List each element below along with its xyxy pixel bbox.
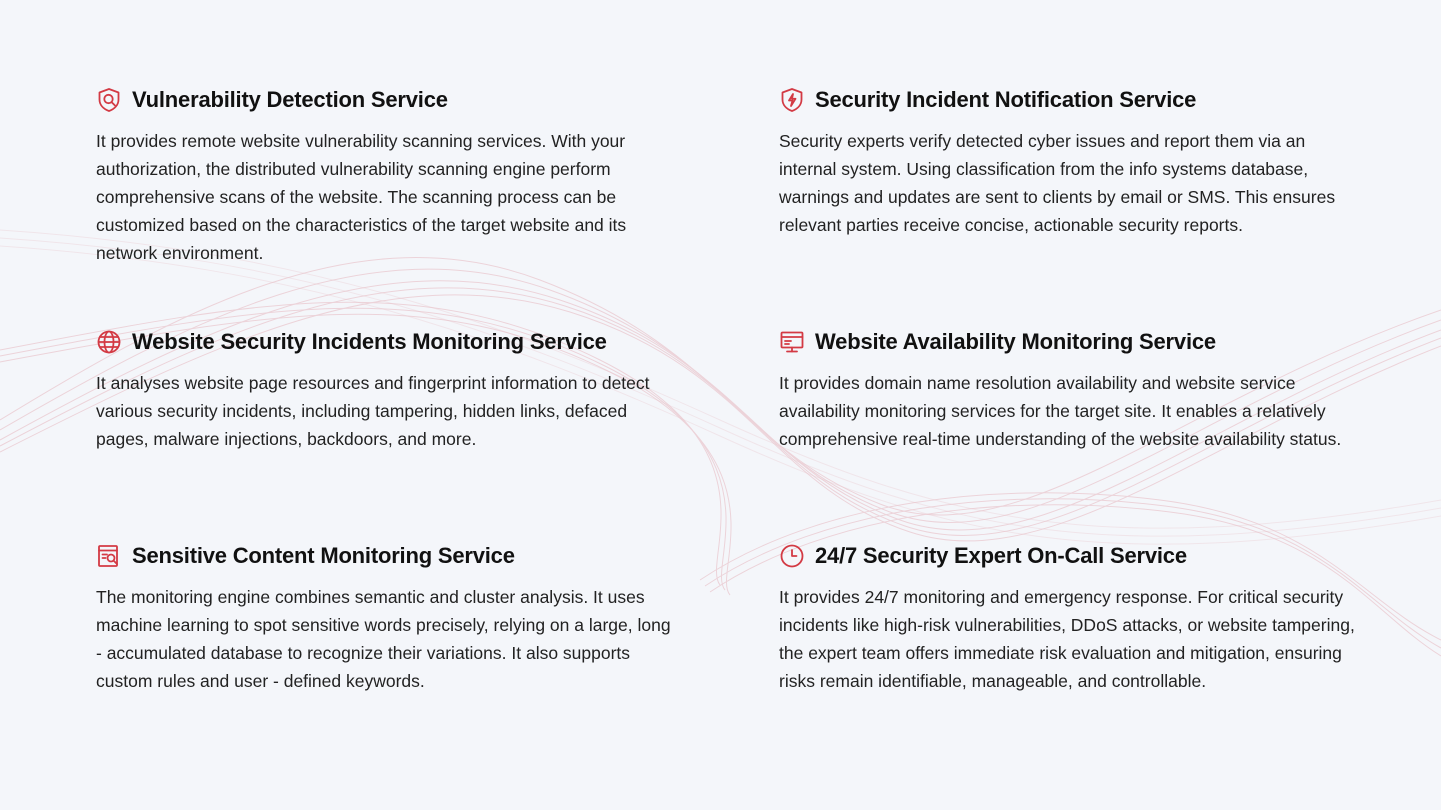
shield-lightning-icon — [779, 87, 805, 113]
service-card-header — [96, 327, 676, 357]
service-card-sensitive-content — [96, 541, 676, 695]
service-title: 24/7 Security Expert On-Call Service — [815, 543, 1187, 568]
service-card-header — [779, 541, 1359, 571]
service-card-header — [779, 327, 1359, 357]
service-description: It analyses website page resources and fingerprint information to detect various security incidents, including tampering, hidden links, defaced pages, malware injections, backdoors, and more. — [96, 373, 650, 449]
document-search-icon — [96, 543, 122, 569]
clock-icon — [779, 543, 805, 569]
service-description: It provides remote website vulnerability scanning services. With your authorization, the distributed vulnerability scanning engine perform comprehensive scans of the website. The scanning process can be customized based on the characteristics of the target website and its network environment. — [96, 131, 627, 263]
service-title: Vulnerability Detection Service — [132, 87, 448, 112]
service-title: Sensitive Content Monitoring Service — [132, 543, 515, 568]
service-card-availability-monitoring — [779, 327, 1359, 453]
service-card-header — [96, 85, 676, 115]
service-card-header — [779, 85, 1359, 115]
service-title: Website Security Incidents Monitoring Service — [132, 329, 607, 354]
service-card-incident-notification — [779, 85, 1359, 239]
service-description: It provides domain name resolution availability and website service availability monitoring services for the target site. It enables a relatively comprehensive real-time understanding of the website availability status. — [779, 373, 1342, 449]
globe-icon — [96, 329, 122, 355]
shield-search-icon — [96, 87, 122, 113]
service-card-vulnerability-detection — [96, 85, 676, 267]
service-card-header — [96, 541, 676, 571]
service-card-incidents-monitoring — [96, 327, 676, 453]
service-title: Website Availability Monitoring Service — [815, 329, 1216, 354]
service-description: The monitoring engine combines semantic and cluster analysis. It uses machine learning to spot sensitive words precisely, relying on a large, long - accumulated database to recognize their variations. It also supports custom rules and user - defined keywords. — [96, 587, 671, 691]
service-card-expert-on-call — [779, 541, 1359, 695]
service-title: Security Incident Notification Service — [815, 87, 1197, 112]
service-description: It provides 24/7 monitoring and emergency response. For critical security incidents like high-risk vulnerabilities, DDoS attacks, or website tampering, the expert team offers immediate risk evaluation and mitigation, ensuring risks remain identifiable, manageable, and controllable. — [779, 587, 1355, 691]
monitor-icon — [779, 329, 805, 355]
service-description: Security experts verify detected cyber issues and report them via an internal system. Using classification from the info systems database, warnings and updates are sent to clients by email or SMS. This ensures relevant parties receive concise, actionable security reports. — [779, 131, 1336, 235]
